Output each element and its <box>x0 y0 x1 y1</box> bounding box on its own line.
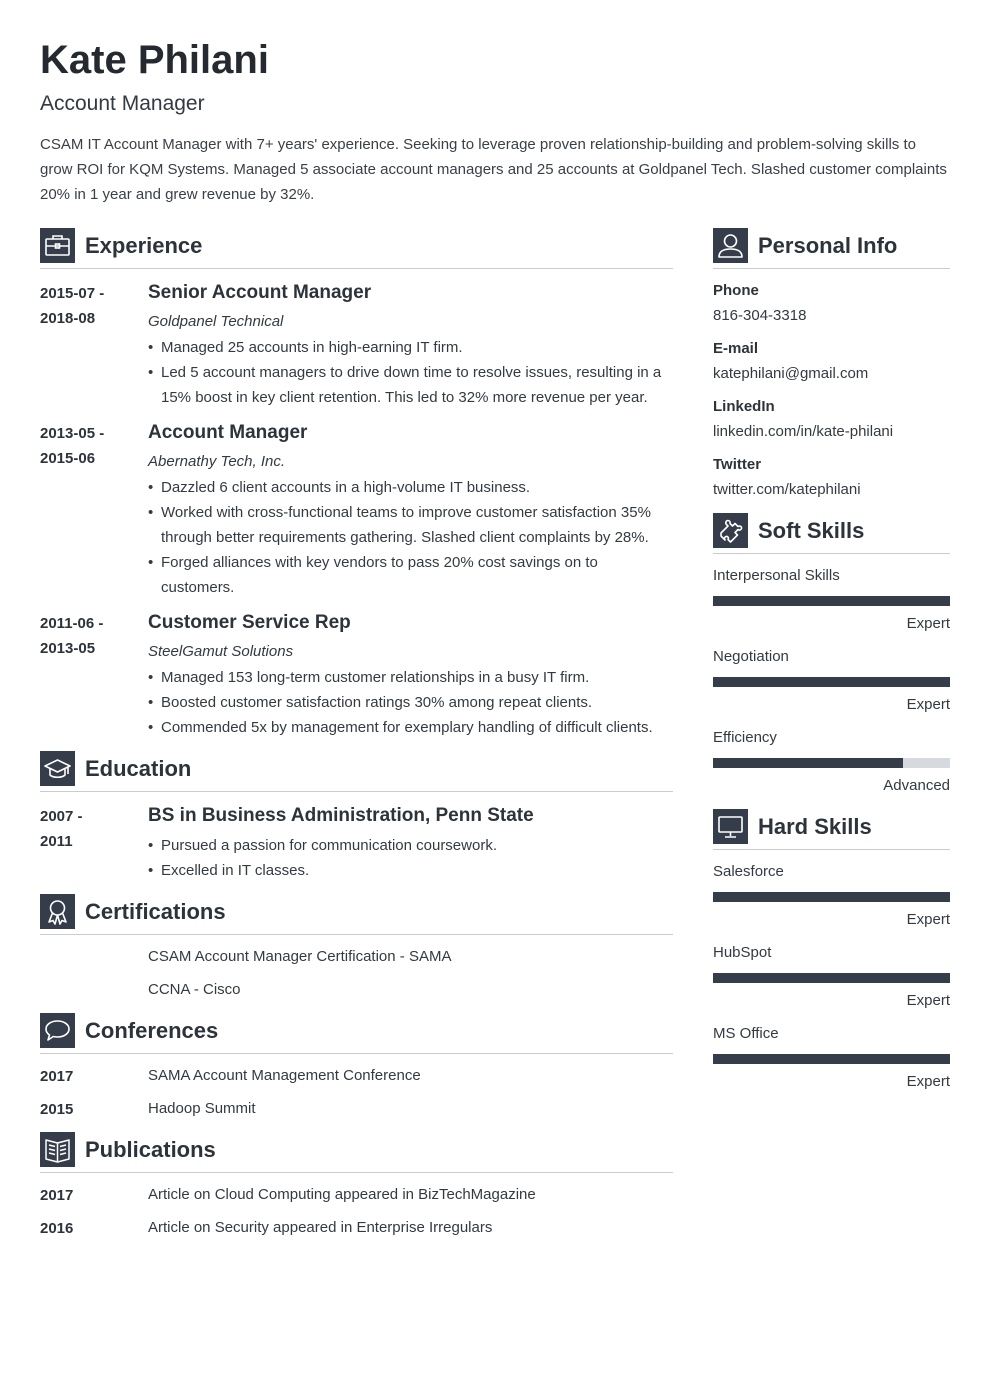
skill-bar-fill <box>713 973 950 983</box>
skill-bar-fill <box>713 892 950 902</box>
education-degree: BS in Business Administration, Penn State <box>148 805 534 826</box>
job-bullets <box>148 475 673 600</box>
skill-name: MS Office <box>713 1025 779 1042</box>
skill-bar-fill <box>713 758 903 768</box>
skill-bar <box>713 758 950 768</box>
education-section-header <box>40 751 673 792</box>
personal-info-section-header <box>713 228 950 269</box>
skill-level: Expert <box>906 1073 950 1090</box>
conferences-title: Conferences <box>85 1018 219 1043</box>
publications-title: Publications <box>85 1137 216 1162</box>
job-date-start: 2013-05 - <box>40 425 105 442</box>
job-date-end: 2015-06 <box>40 450 96 467</box>
job-bullet: • Commended 5x by management for exemplary handling of difficult clients. <box>148 715 673 740</box>
speech-bubble-icon <box>40 1013 75 1048</box>
soft-skills-title: Soft Skills <box>758 518 865 543</box>
job-bullet: • Worked with cross-functional teams to improve customer satisfaction 35% through better requirements gathering. Slashed client complaints by 28%. <box>148 500 673 550</box>
education-bullet: • Excelled in IT classes. <box>148 858 673 883</box>
skill-level: Expert <box>906 911 950 928</box>
skill-bar <box>713 973 950 983</box>
phone-label: Phone <box>713 282 759 299</box>
twitter-value: twitter.com/katephilani <box>713 481 861 498</box>
experience-section-header <box>40 228 673 269</box>
job-bullets <box>148 335 673 410</box>
certifications-title: Certifications <box>85 899 226 924</box>
open-book-icon <box>40 1132 75 1167</box>
publication-title: Article on Cloud Computing appeared in BizTechMagazine <box>148 1186 536 1203</box>
email-label: E-mail <box>713 340 759 357</box>
job-company: Goldpanel Technical <box>148 313 284 330</box>
job-bullet: • Managed 25 accounts in high-earning IT firm. <box>148 335 673 360</box>
conference-year: 2015 <box>40 1101 74 1118</box>
certification-item: CSAM Account Manager Certification - SAMA <box>148 948 452 965</box>
skill-bar <box>713 892 950 902</box>
conference-year: 2017 <box>40 1068 74 1085</box>
phone-value: 816-304-3318 <box>713 307 807 324</box>
skill-bar-fill <box>713 1054 950 1064</box>
conference-name: SAMA Account Management Conference <box>148 1067 421 1084</box>
education-title: Education <box>85 756 192 781</box>
job-date-end: 2013-05 <box>40 640 96 657</box>
linkedin-value: linkedin.com/in/kate-philani <box>713 423 894 440</box>
twitter-label: Twitter <box>713 456 762 473</box>
email-value: katephilani@gmail.com <box>713 365 869 382</box>
summary-text: CSAM IT Account Manager with 7+ years' experience. Seeking to leverage proven relationship-building and problem-solving skills to grow ROI for KQM Systems. Managed 5 associate account managers and 25 accounts at Goldpanel Tech. Slashed customer complaints 20% in 1 year and grew revenue by 32%. <box>40 136 947 203</box>
job-date-start: 2011-06 - <box>40 615 104 632</box>
candidate-title: Account Manager <box>40 92 205 115</box>
education-bullets <box>148 833 673 883</box>
publication-year: 2016 <box>40 1220 74 1237</box>
job-company: SteelGamut Solutions <box>148 643 294 660</box>
person-icon <box>713 228 748 263</box>
job-bullets <box>148 665 673 740</box>
certifications-section-header <box>40 894 673 935</box>
job-bullet: • Boosted customer satisfaction ratings 30% among repeat clients. <box>148 690 673 715</box>
job-date-end: 2018-08 <box>40 310 96 327</box>
education-date-start: 2007 - <box>40 808 83 825</box>
publication-year: 2017 <box>40 1187 74 1204</box>
job-bullet: • Managed 153 long-term customer relationships in a busy IT firm. <box>148 665 673 690</box>
skill-level: Expert <box>906 992 950 1009</box>
job-position: Senior Account Manager <box>148 282 372 303</box>
publication-title: Article on Security appeared in Enterprise Irregulars <box>148 1219 493 1236</box>
job-bullet: • Forged alliances with key vendors to pass 20% cost savings on to customers. <box>148 550 673 600</box>
skill-level: Advanced <box>883 777 950 794</box>
monitor-icon <box>713 809 748 844</box>
personal-info-title: Personal Info <box>758 233 898 258</box>
education-bullet: • Pursued a passion for communication coursework. <box>148 833 673 858</box>
publications-section-header <box>40 1132 673 1173</box>
experience-title: Experience <box>85 233 203 258</box>
skill-bar <box>713 677 950 687</box>
skill-name: Interpersonal Skills <box>713 567 840 584</box>
job-company: Abernathy Tech, Inc. <box>148 453 286 470</box>
job-bullet: • Led 5 account managers to drive down time to resolve issues, resulting in a 15% boost in key client retention. This led to 32% more revenue per year. <box>148 360 673 410</box>
conferences-section-header <box>40 1013 673 1054</box>
skill-bar <box>713 1054 950 1064</box>
certification-item: CCNA - Cisco <box>148 981 241 998</box>
skill-name: Negotiation <box>713 648 789 665</box>
job-position: Customer Service Rep <box>148 612 351 633</box>
skill-level: Expert <box>906 696 950 713</box>
hard-skills-title: Hard Skills <box>758 814 872 839</box>
award-ribbon-icon <box>40 894 75 929</box>
briefcase-icon <box>40 228 75 263</box>
job-position: Account Manager <box>148 422 308 443</box>
job-date-start: 2015-07 - <box>40 285 105 302</box>
linkedin-label: LinkedIn <box>713 398 775 415</box>
skill-bar <box>713 596 950 606</box>
skill-level: Expert <box>906 615 950 632</box>
candidate-name: Kate Philani <box>40 38 269 82</box>
skill-bar-fill <box>713 596 950 606</box>
skill-name: Efficiency <box>713 729 777 746</box>
skill-bar-fill <box>713 677 950 687</box>
soft-skills-section-header <box>713 513 950 554</box>
hard-skills-section-header <box>713 809 950 850</box>
graduation-cap-icon <box>40 751 75 786</box>
puzzle-piece-icon <box>713 513 748 548</box>
skill-name: HubSpot <box>713 944 772 961</box>
skill-name: Salesforce <box>713 863 784 880</box>
job-bullet: • Dazzled 6 client accounts in a high-volume IT business. <box>148 475 673 500</box>
conference-name: Hadoop Summit <box>148 1100 256 1117</box>
education-date-end: 2011 <box>40 833 73 850</box>
